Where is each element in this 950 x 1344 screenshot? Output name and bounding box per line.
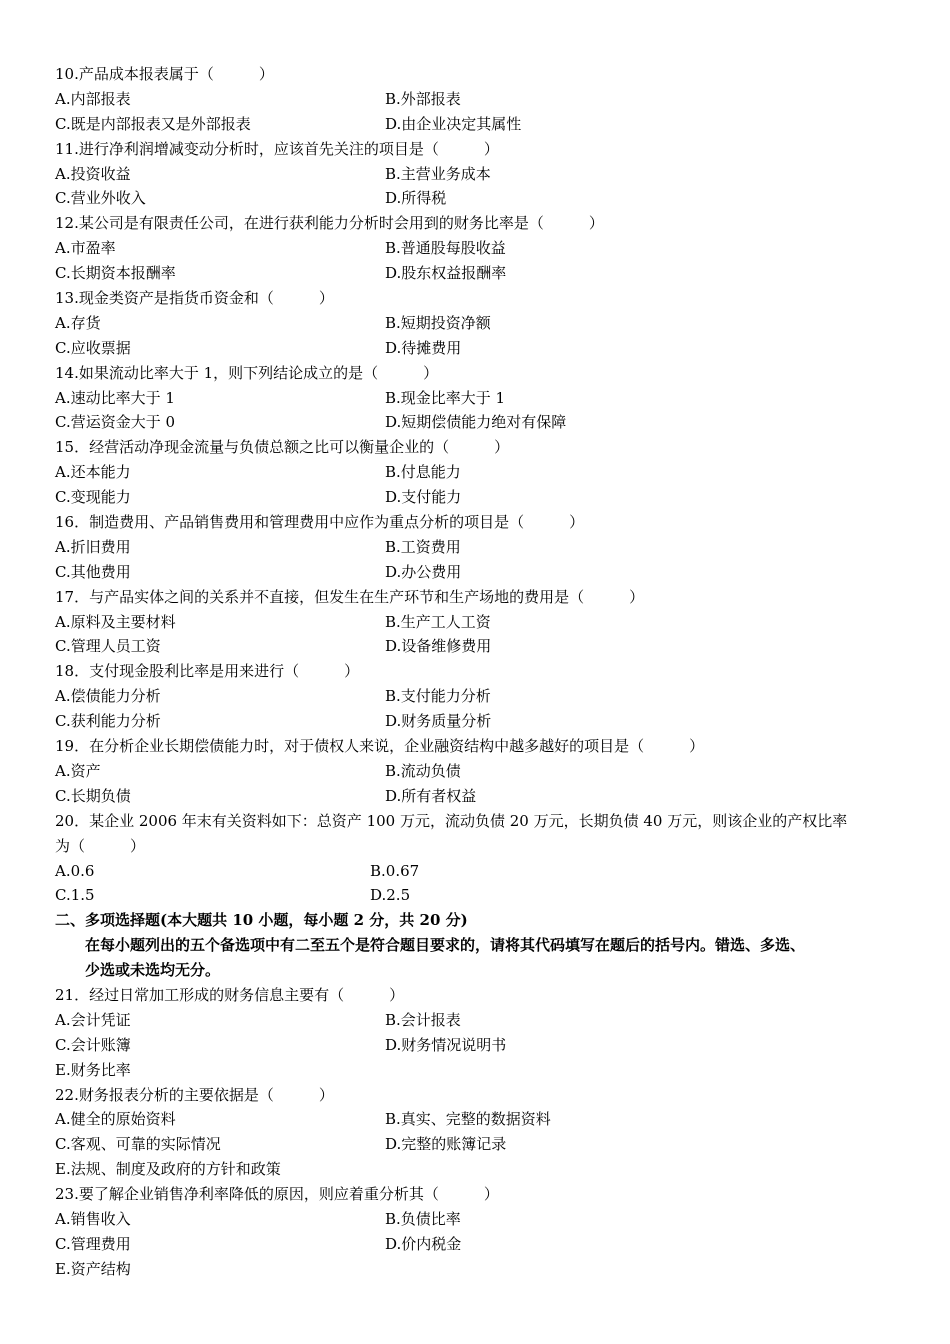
question-stem: 21．经过日常加工形成的财务信息主要有（ ） bbox=[55, 985, 405, 1004]
question-stem: 19．在分析企业长期偿债能力时，对于债权人来说，企业融资结构中越多越好的项目是（ ） bbox=[55, 737, 705, 756]
option-row bbox=[55, 535, 905, 560]
option-row bbox=[55, 1132, 905, 1157]
option-row bbox=[55, 311, 905, 336]
question-stem: 12.某公司是有限责任公司，在进行获利能力分析时会用到的财务比率是（ ） bbox=[55, 214, 604, 233]
option-row bbox=[55, 784, 905, 809]
option-e: E.财务比率 bbox=[55, 1060, 131, 1079]
option-row bbox=[55, 162, 905, 187]
option-b: B.主营业务成本 bbox=[385, 164, 491, 183]
section-title: 二、多项选择题(本大题共 10 小题，每小题 2 分，共 20 分) bbox=[55, 911, 468, 930]
option-a: A.销售收入 bbox=[55, 1209, 131, 1228]
option-a: A.内部报表 bbox=[55, 89, 131, 108]
option-d: D.2.5 bbox=[370, 886, 411, 905]
option-row bbox=[55, 684, 905, 709]
option-row bbox=[55, 1008, 905, 1033]
option-d: D.财务情况说明书 bbox=[385, 1035, 507, 1054]
question-stem: 13.现金类资产是指货币资金和（ ） bbox=[55, 289, 334, 308]
question-stem: 15．经营活动净现金流量与负债总额之比可以衡量企业的（ ） bbox=[55, 438, 510, 457]
option-b: B.短期投资净额 bbox=[385, 313, 491, 332]
question-stem: 16．制造费用、产品销售费用和管理费用中应作为重点分析的项目是（ ） bbox=[55, 513, 585, 532]
option-c: C.长期资本报酬率 bbox=[55, 264, 176, 283]
option-a: A.0.6 bbox=[55, 861, 95, 880]
option-row bbox=[55, 460, 905, 485]
option-d: D.待摊费用 bbox=[385, 338, 462, 357]
option-row bbox=[55, 485, 905, 510]
option-c: C.营业外收入 bbox=[55, 189, 146, 208]
option-c: C.会计账簿 bbox=[55, 1035, 131, 1054]
option-a: A.还本能力 bbox=[55, 463, 131, 482]
option-row bbox=[55, 1033, 905, 1058]
question-stem: 14.如果流动比率大于 1，则下列结论成立的是（ ） bbox=[55, 363, 439, 382]
option-row bbox=[55, 859, 905, 884]
option-row bbox=[55, 336, 905, 361]
option-b: B.普通股每股收益 bbox=[385, 239, 506, 258]
option-b: B.支付能力分析 bbox=[385, 687, 491, 706]
option-a: A.投资收益 bbox=[55, 164, 131, 183]
option-row bbox=[55, 634, 905, 659]
question-stem: 23.要了解企业销售净利率降低的原因，则应着重分析其（ ） bbox=[55, 1185, 499, 1204]
option-row bbox=[55, 410, 905, 435]
question-stem: 18．支付现金股利比率是用来进行（ ） bbox=[55, 662, 360, 681]
option-a: A.折旧费用 bbox=[55, 537, 131, 556]
option-row bbox=[55, 1107, 905, 1132]
option-a: A.存货 bbox=[55, 313, 101, 332]
option-a: A.原料及主要材料 bbox=[55, 612, 176, 631]
question-stem: 11.进行净利润增减变动分析时，应该首先关注的项目是（ ） bbox=[55, 139, 499, 158]
option-b: B.流动负债 bbox=[385, 761, 461, 780]
option-c: C.获利能力分析 bbox=[55, 712, 161, 731]
option-c: C.既是内部报表又是外部报表 bbox=[55, 114, 251, 133]
option-e: E.资产结构 bbox=[55, 1259, 131, 1278]
option-c: C.长期负债 bbox=[55, 786, 131, 805]
option-d: D.支付能力 bbox=[385, 488, 462, 507]
option-a: A.资产 bbox=[55, 761, 101, 780]
option-d: D.设备维修费用 bbox=[385, 637, 492, 656]
question-stem-cont: 为（ ） bbox=[55, 836, 146, 855]
option-b: B.会计报表 bbox=[385, 1010, 461, 1029]
option-row bbox=[55, 1232, 905, 1257]
option-row bbox=[55, 386, 905, 411]
option-row bbox=[55, 560, 905, 585]
option-d: D.所得税 bbox=[385, 189, 447, 208]
option-row bbox=[55, 236, 905, 261]
option-c: C.客观、可靠的实际情况 bbox=[55, 1135, 221, 1154]
option-a: A.会计凭证 bbox=[55, 1010, 131, 1029]
option-d: D.办公费用 bbox=[385, 562, 462, 581]
option-row bbox=[55, 610, 905, 635]
option-b: B.外部报表 bbox=[385, 89, 461, 108]
option-row bbox=[55, 1207, 905, 1232]
option-b: B.负债比率 bbox=[385, 1209, 461, 1228]
option-d: D.所有者权益 bbox=[385, 786, 477, 805]
option-a: A.市盈率 bbox=[55, 239, 116, 258]
option-d: D.由企业决定其属性 bbox=[385, 114, 522, 133]
section-instructions-cont: 少选或未选均无分。 bbox=[85, 961, 221, 980]
option-d: D.财务质量分析 bbox=[385, 712, 492, 731]
option-b: B.真实、完整的数据资料 bbox=[385, 1110, 551, 1129]
option-b: B.现金比率大于 1 bbox=[385, 388, 506, 407]
option-d: D.价内税金 bbox=[385, 1234, 462, 1253]
option-b: B.0.67 bbox=[370, 861, 420, 880]
exam-page bbox=[55, 62, 905, 1282]
option-c: C.其他费用 bbox=[55, 562, 131, 581]
option-row bbox=[55, 759, 905, 784]
option-c: C.管理人员工资 bbox=[55, 637, 161, 656]
option-row bbox=[55, 261, 905, 286]
option-row bbox=[55, 883, 905, 908]
option-a: A.速动比率大于 1 bbox=[55, 388, 175, 407]
option-a: A.偿债能力分析 bbox=[55, 687, 161, 706]
option-d: D.股东权益报酬率 bbox=[385, 264, 507, 283]
option-c: C.管理费用 bbox=[55, 1234, 131, 1253]
option-row bbox=[55, 87, 905, 112]
option-d: D.完整的账簿记录 bbox=[385, 1135, 507, 1154]
option-b: B.生产工人工资 bbox=[385, 612, 491, 631]
option-row bbox=[55, 112, 905, 137]
option-b: B.付息能力 bbox=[385, 463, 461, 482]
question-stem: 20．某企业 2006 年末有关资料如下：总资产 100 万元，流动负债 20 万元，长期负债 40 万元，则该企业的产权比率 bbox=[55, 811, 848, 830]
option-b: B.工资费用 bbox=[385, 537, 461, 556]
option-a: A.健全的原始资料 bbox=[55, 1110, 176, 1129]
option-d: D.短期偿债能力绝对有保障 bbox=[385, 413, 567, 432]
section-instructions: 在每小题列出的五个备选项中有二至五个是符合题目要求的，请将其代码填写在题后的括号内。错选、多选、 bbox=[85, 936, 806, 955]
option-c: C.营运资金大于 0 bbox=[55, 413, 176, 432]
option-row bbox=[55, 186, 905, 211]
question-stem: 10.产品成本报表属于（ ） bbox=[55, 65, 274, 83]
option-row bbox=[55, 709, 905, 734]
option-e: E.法规、制度及政府的方针和政策 bbox=[55, 1160, 281, 1179]
question-stem: 17．与产品实体之间的关系并不直接，但发生在生产环节和生产场地的费用是（ ） bbox=[55, 587, 645, 606]
option-c: C.变现能力 bbox=[55, 488, 131, 507]
option-c: C.1.5 bbox=[55, 886, 95, 905]
question-stem: 22.财务报表分析的主要依据是（ ） bbox=[55, 1085, 334, 1104]
option-c: C.应收票据 bbox=[55, 338, 131, 357]
